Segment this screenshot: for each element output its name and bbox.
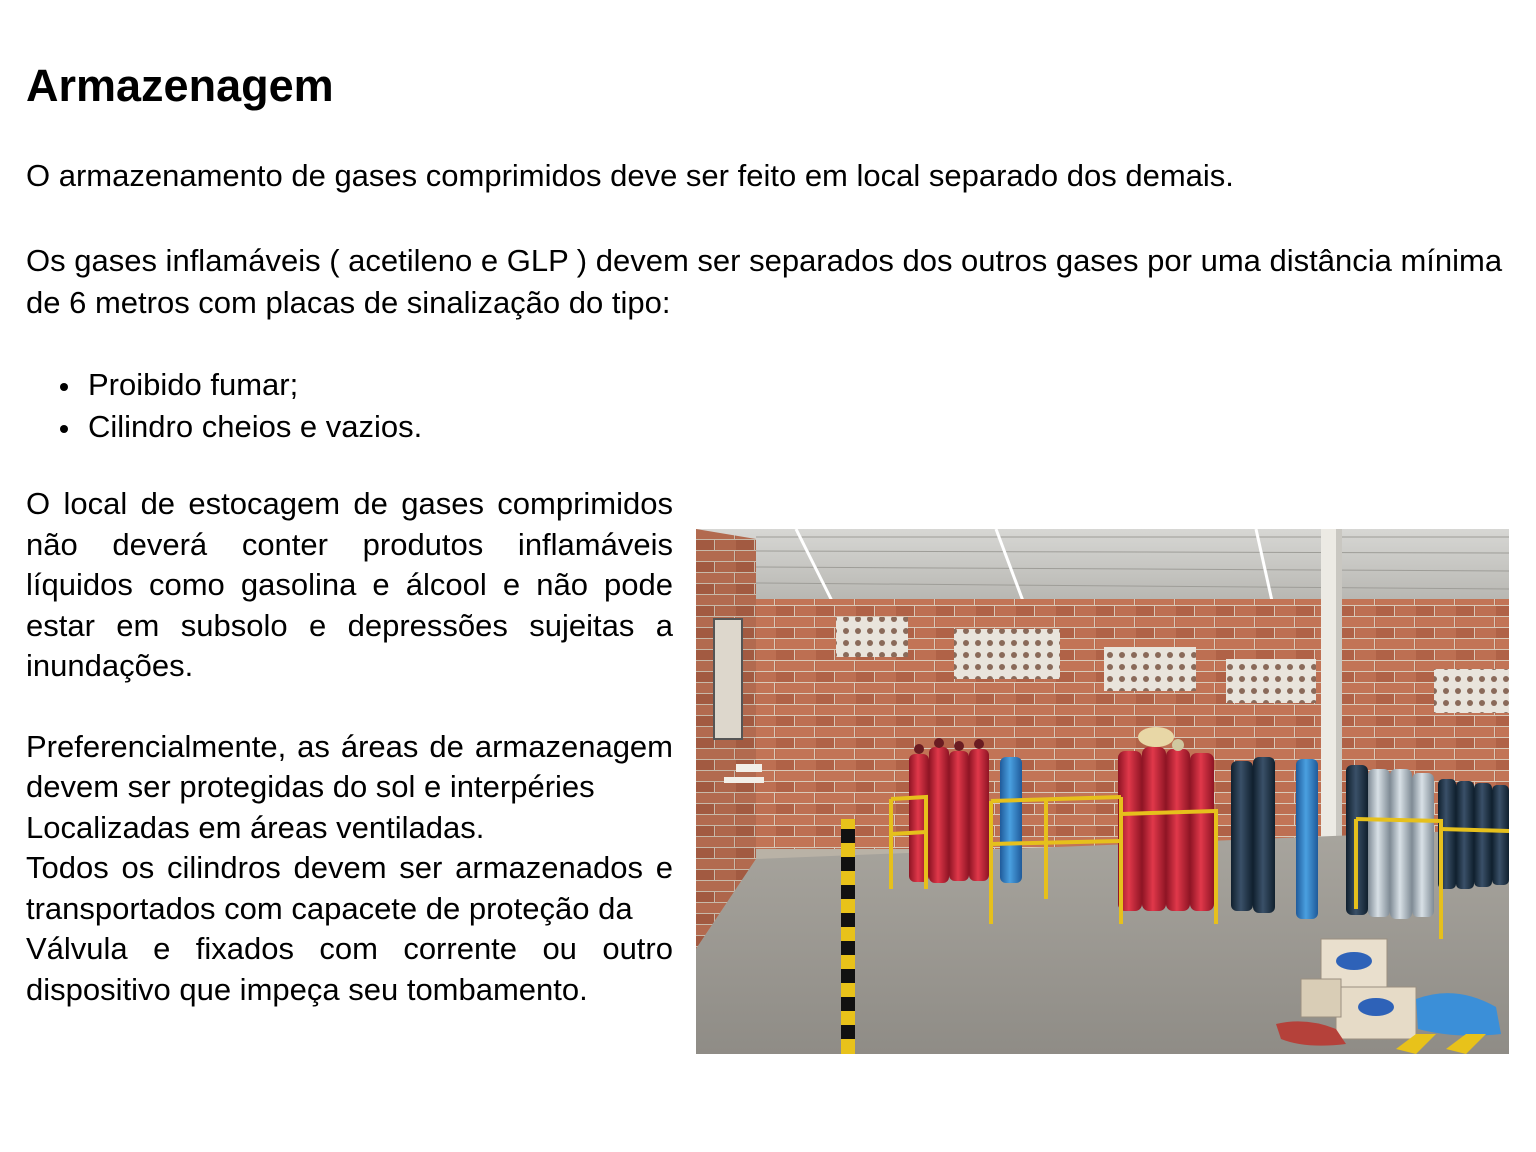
flammable-gases-paragraph: Os gases inflamáveis ( acetileno e GLP ) devem ser separados dos outros gases por uma distância mínima de 6 metros com placas de sinalização do tipo: <box>26 243 1503 320</box>
storage-requirements-column <box>26 484 673 1010</box>
storage-location-paragraph: O local de estocagem de gases comprimidos não deverá conter produtos inflamáveis líquidos como gasolina e álcool e não pode estar em subsolo e depressões sujeitas a inundações. <box>26 486 673 683</box>
intro-paragraph: O armazenamento de gases comprimidos deve ser feito em local separado dos demais. <box>26 158 1234 193</box>
page-title: Armazenagem <box>26 60 334 111</box>
bullet-icon <box>60 383 68 391</box>
list-item-text: Proibido fumar; <box>88 367 299 402</box>
list-item <box>58 364 422 406</box>
signage-list <box>58 364 422 448</box>
gas-cylinder-storage-photo <box>696 529 1509 1054</box>
valve-fixing-line: Válvula e fixados com corrente ou outro dispositivo que impeça seu tombamento. <box>26 931 673 1007</box>
ventilation-line: Localizadas em áreas ventiladas. <box>26 809 485 845</box>
protection-paragraph: Preferencialmente, as áreas de armazenagem devem ser protegidas do sol e interpéries <box>26 728 673 804</box>
cylinder-cap-line: Todos os cilindros devem ser armazenados e transportados com capacete de proteção da <box>26 850 673 926</box>
list-item <box>58 406 422 448</box>
bullet-icon <box>60 425 68 433</box>
list-item-text: Cilindro cheios e vazios. <box>88 409 423 444</box>
